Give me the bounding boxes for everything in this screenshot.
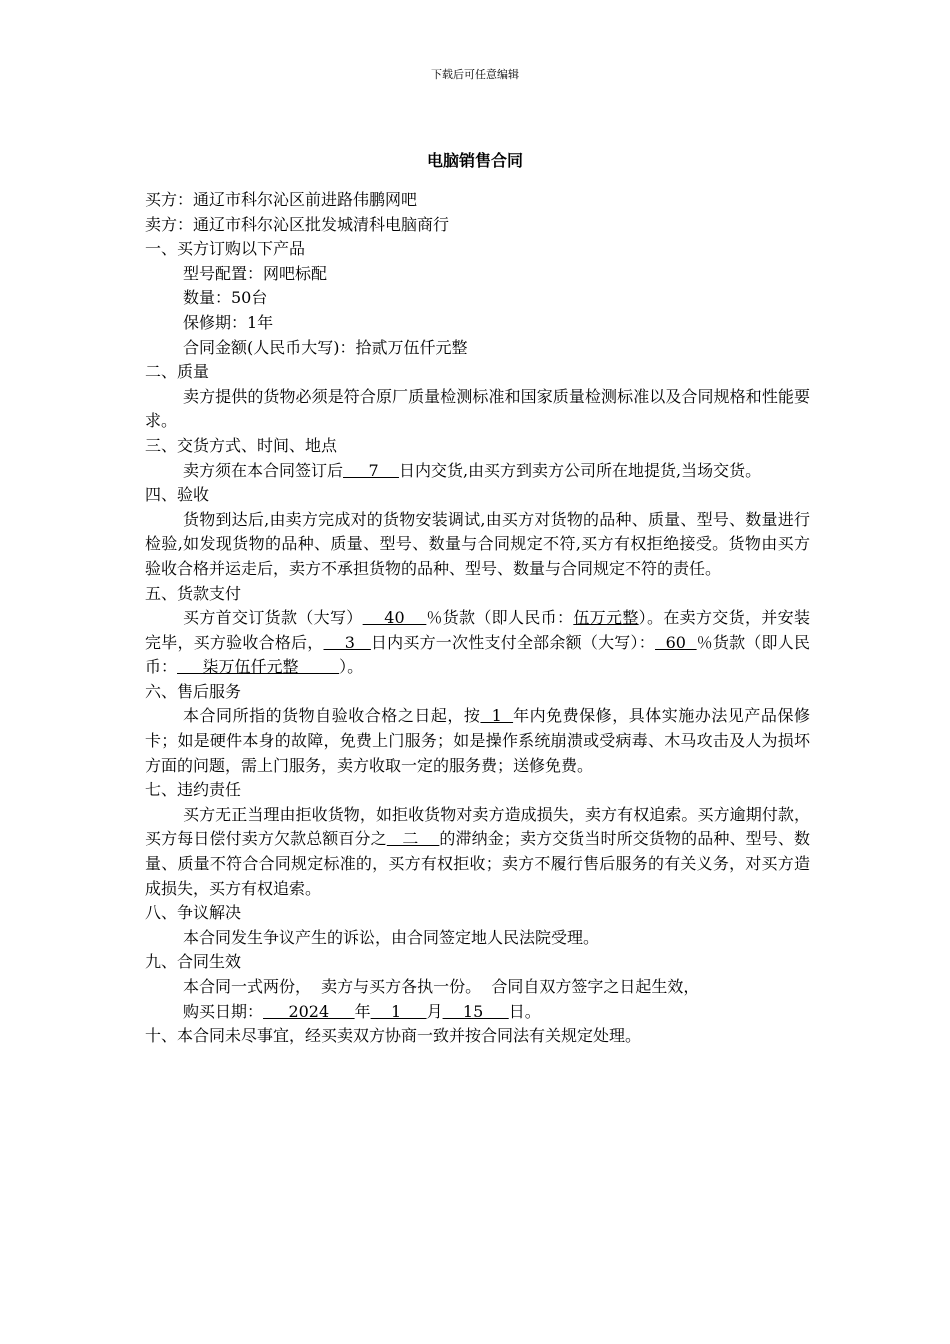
quality-text: 卖方提供的货物必须是符合原厂质量检测标准和国家质量检测标准以及合同规格和性能要求。 (145, 386, 810, 431)
liability-text-2: 的滞纳金；卖方交货当时所交货物的品种、型号、数量、质量不符合合同规定标准的，买方有权拒收；卖方不履行售后服务的有关义务，对买方造成损失，买方有权追索。 (145, 829, 810, 898)
deposit-percent-field: 40 (362, 608, 427, 628)
after-sales-text (145, 704, 810, 778)
model-config: 型号配置：网吧标配 (183, 263, 328, 283)
month-unit: 月 (426, 1001, 443, 1021)
dispute-text: 本合同发生争议产生的诉讼，由合同签定地人民法院受理。 (183, 927, 600, 947)
acceptance-text: 货物到达后,由卖方完成对的货物安装调试,由买方对货物的品种、质量、型号、数量进行检验,如发现货物的品种、质量、型号、数量与合同规定不符,买方有权拒绝接受。货物由买方验收合格并运走后，卖方不承担货物的品种、型号、数量与合同规定不符的责任。 (145, 509, 810, 578)
deposit-amount-field: 伍万元整 (573, 608, 639, 628)
payment-text-5: ％货款（即人民币： (145, 632, 810, 677)
payment-text-4: 日内买方一次性支付全部余额（大写）： (370, 632, 655, 652)
after-sales-text-1: 本合同所指的货物自验收合格之日起，按 (183, 706, 481, 726)
delivery-text (145, 459, 810, 484)
warranty-period: 保修期：1年 (183, 312, 274, 332)
balance-days-field: 3 (323, 632, 371, 652)
payment-text-1: 买方首交订货款（大写） (183, 608, 363, 628)
contract-body (145, 188, 810, 1049)
year-unit: 年 (354, 1001, 371, 1021)
section-8-heading: 八、争议解决 (145, 903, 242, 923)
section-3-heading: 三、交货方式、时间、地点 (145, 435, 338, 455)
section-6-heading: 六、售后服务 (145, 681, 242, 701)
purchase-year-field: 2024 (263, 1001, 355, 1021)
payment-text (145, 606, 810, 680)
payment-text-2: ％货款（即人民币： (426, 608, 574, 628)
delivery-text-a: 卖方须在本合同签订后 (183, 460, 344, 480)
after-sales-text-2: 年内免费保修，具体实施办法见产品保修卡；如是硬件本身的故障，免费上门服务；如是操作系统崩溃或受病毒、木马攻击及人为损坏方面的问题，需上门服务，卖方收取一定的服务费；送修免费。 (145, 706, 810, 775)
header-note: 下载后可任意编辑 (431, 68, 519, 81)
purchase-date-label: 购买日期： (183, 1001, 264, 1021)
seller-line: 卖方：通辽市科尔沁区批发城清科电脑商行 (145, 214, 450, 234)
quantity: 数量：50台 (183, 288, 268, 308)
section-5-heading: 五、货款支付 (145, 583, 242, 603)
day-unit: 日。 (508, 1001, 541, 1021)
liability-text (145, 803, 810, 901)
balance-amount-field: 柒万伍仟元整 (177, 657, 340, 677)
section-1-heading: 一、买方订购以下产品 (145, 239, 306, 259)
section-10-heading: 十、本合同未尽事宜，经买卖双方协商一致并按合同法有关规定处理。 (145, 1026, 642, 1046)
section-7-heading: 七、违约责任 (145, 780, 242, 800)
balance-percent-field: 60 (655, 632, 697, 652)
section-9-heading: 九、合同生效 (145, 952, 242, 972)
delivery-text-b: 日内交货,由买方到卖方公司所在地提货,当场交货。 (398, 460, 762, 480)
buyer-line: 买方：通辽市科尔沁区前进路伟鹏网吧 (145, 190, 418, 209)
effect-text: 本合同一式两份， 卖方与买方各执一份。 合同自双方签字之日起生效， (183, 977, 700, 996)
payment-text-6: ）。 (339, 657, 364, 677)
delivery-days-field: 7 (343, 460, 399, 480)
purchase-day-field: 15 (442, 1001, 509, 1021)
purchase-month-field: 1 (370, 1001, 427, 1021)
late-fee-percent-field: 二 (386, 829, 440, 849)
payment-text-3: ）。在卖方交货，并安装完毕，买方验收合格后， (145, 608, 810, 652)
document-title: 电脑销售合同 (426, 151, 523, 170)
section-2-heading: 二、质量 (145, 362, 210, 382)
section-4-heading: 四、验收 (145, 485, 210, 505)
free-warranty-years-field: 1 (480, 706, 514, 726)
liability-text-1: 买方无正当理由拒收货物，如拒收货物对卖方造成损失，卖方有权追索。买方逾期付款，买方每日偿付卖方欠款总额百分之 (145, 804, 810, 849)
purchase-date-line (145, 1000, 810, 1025)
contract-amount: 合同金额(人民币大写)：拾贰万伍仟元整 (183, 337, 468, 357)
